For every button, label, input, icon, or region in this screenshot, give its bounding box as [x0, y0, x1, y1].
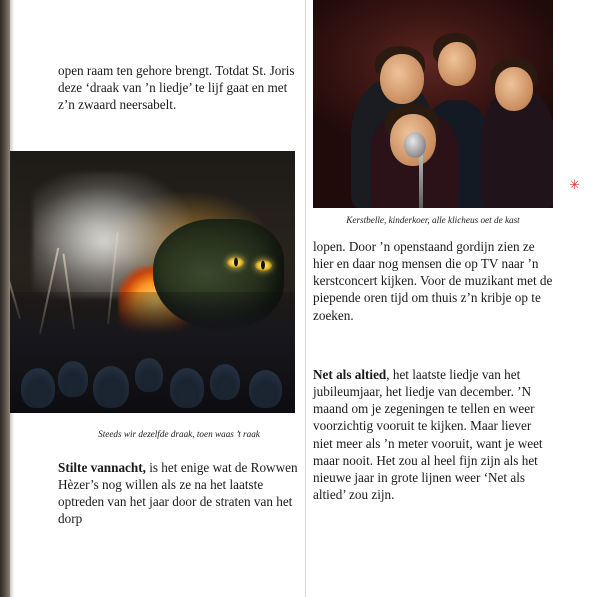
book-edge-strip [0, 0, 10, 597]
dragon-pupil-left [234, 258, 238, 267]
crowd-head [135, 358, 163, 392]
red-asterisk-mark: ✳ [569, 177, 580, 192]
crowd-head [249, 370, 282, 408]
left-paragraph-1-block [58, 62, 300, 113]
right-paragraph-2-rest: , het laatste liedje van het jubileumjaar, het liedje van december. ’N maand om je zegeningen te tellen en weer voorzichtig vooruit te kijken. Maar liever niet meer als ’n meter vooruit, want je weet maar nooit. Het zou al heel fijn zijn als het nieuwe jaar in grote lijnen weer ‘Net als altied’ zou zijn. [313, 367, 543, 503]
left-paragraph-2 [58, 459, 300, 528]
microphone-stand [419, 152, 423, 208]
right-column [313, 0, 553, 597]
crowd-head [170, 368, 204, 408]
left-column [58, 0, 300, 597]
right-paragraph-2-block [313, 366, 553, 503]
column-divider [305, 0, 306, 597]
choir-photo [313, 0, 553, 208]
left-paragraph-1: open raam ten gehore brengt. Totdat St. Joris deze ‘draak van ’n liedje’ te lijf gaat en met z’n zwaard neersabelt. [58, 63, 295, 113]
dragon-eye-right [255, 260, 272, 271]
dragon-photo-caption: Steeds wir dezelfde draak, toen waas ’t raak [98, 429, 260, 439]
right-paragraph-2-lead: Net als altied [313, 367, 387, 382]
choir-photo-caption: Kerstbelle, kinderkoer, alle klicheus oet de kast [346, 215, 520, 225]
left-paragraph-2-lead: Stilte vannacht, [58, 460, 146, 475]
dragon-eye-left [227, 257, 244, 268]
right-photo-caption-block [313, 210, 553, 226]
left-photo-caption-block [58, 424, 300, 440]
left-paragraph-2-block [58, 459, 300, 528]
right-paragraph-1: lopen. Door ’n openstaand gordijn zien ze hier en daar nog mensen die op TV naar ’n kerstconcert kijken. Voor de muzikant met de piepende oren tijd om thuis z’n kribje op te zoeken. [313, 239, 553, 323]
crowd-head [210, 364, 240, 400]
person-face [495, 67, 533, 111]
person-face [380, 54, 424, 104]
right-paragraph-2 [313, 366, 553, 503]
left-paragraph-2-rest: is het enige wat de Rowwen Hèzer’s nog willen als ze na het laatste optreden van het jaar door de straten van het dorp [58, 460, 298, 527]
crowd-head [58, 361, 88, 397]
crowd-head [93, 366, 129, 408]
dragon-photo [10, 151, 295, 413]
person-face [438, 42, 476, 86]
right-paragraph-1-block [313, 238, 553, 324]
crowd-head [21, 368, 55, 408]
dragon-pupil-right [261, 261, 265, 270]
